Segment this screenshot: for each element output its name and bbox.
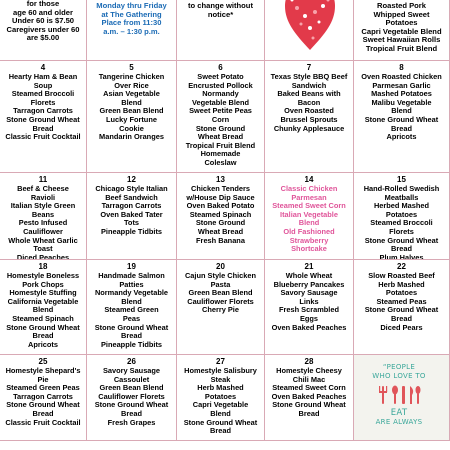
menu-item: Whole Wheat Garlic [8, 235, 78, 245]
menu-item: Bread [391, 244, 412, 254]
menu-day-cell-7 [265, 61, 354, 173]
quote-line: WHO LOVE TO [372, 372, 426, 380]
menu-item: Baked Beans with [277, 89, 341, 99]
menu-item: Blend [32, 305, 54, 315]
menu-item: Wheat Bread [197, 132, 244, 142]
menu-item: Normandy [202, 89, 239, 99]
menu-item: California Vegetable [7, 296, 79, 306]
menu-item: Stone Ground [195, 218, 246, 228]
menu-item: Bread [32, 408, 54, 418]
menu-item: Pesto Infused [18, 218, 68, 228]
menu-item: Vegetable Blend [191, 97, 250, 107]
menu-day-cell-19 [87, 260, 177, 355]
menu-item: Tropical Fruit Blend [365, 43, 438, 53]
menu-item: Florets [30, 97, 56, 107]
menu-item: Savory Sausage [102, 366, 161, 375]
menu-item: Steamed Spinach [12, 313, 74, 323]
day-number: 26 [127, 357, 136, 366]
menu-item: Over Rice [114, 80, 149, 90]
menu-item: Stone Ground Wheat [364, 114, 439, 124]
menu-item: Potatoes [385, 18, 418, 28]
menu-item: Blend [121, 296, 142, 306]
menu-item: Homemade [200, 149, 241, 159]
menu-item: Homestyle Cheesy [276, 366, 342, 375]
heart-icon [285, 0, 335, 50]
menu-item: Cherry Pie [202, 305, 239, 315]
menu-item: Stone Ground Wheat [364, 235, 439, 245]
menu-item: Classic Fruit Cocktail [5, 132, 81, 142]
pricing-line: Caregivers under 60 [6, 24, 80, 34]
menu-item: Meatballs [384, 192, 419, 202]
day-number: 6 [218, 63, 223, 72]
day-number: 25 [38, 357, 48, 366]
menu-item: Beef & Cheese [17, 184, 69, 193]
day-number: 21 [304, 262, 314, 271]
menu-item: Homestyle Stuffing [9, 288, 77, 298]
menu-item: Texas Style BBQ Beef [270, 72, 348, 81]
day-number: 28 [304, 357, 314, 366]
menu-item: Diced Peaches [16, 252, 70, 260]
menu-item: Steamed Spinach [189, 209, 252, 219]
menu-item: Tots [123, 218, 140, 228]
menu-item: Patties [119, 279, 144, 289]
notice-cell [177, 0, 265, 61]
menu-item: Pie [37, 374, 49, 384]
menu-item: Links [299, 296, 319, 306]
menu-item: Bacon [297, 97, 321, 107]
menu-item: Stone Ground Wheat [6, 114, 80, 124]
day-number: 13 [216, 175, 225, 184]
menu-day-cell-20 [177, 260, 265, 355]
menu-item: Chicago Style Italian [95, 184, 168, 193]
day-number: 8 [399, 63, 404, 72]
menu-item: Cajun Style Chicken [184, 271, 257, 280]
menu-item: Pasta [210, 279, 231, 289]
menu-item: Normandy Vegetable [94, 288, 169, 298]
menu-item: Stone Ground Wheat [183, 417, 258, 427]
menu-item: Bread [121, 331, 142, 341]
menu-item: Sweet Potato [197, 72, 244, 81]
quote-line: EAT [390, 408, 408, 418]
menu-item: Blend [210, 408, 231, 418]
menu-day-cell-27 [177, 355, 265, 441]
menu-day-cell-6 [177, 61, 265, 173]
menu-item: Fresh Grapes [107, 417, 156, 427]
menu-day-cell-22 [354, 260, 450, 355]
menu-item: Tarragon Carrots [101, 201, 162, 211]
menu-item: Sweet Hawaiian Rolls [362, 35, 441, 45]
menu-item: Parmesan [291, 192, 327, 202]
menu-item: Homestyle Boneless [6, 271, 80, 280]
menu-item: Stone Ground Wheat [6, 322, 80, 332]
menu-day-cell-26 [87, 355, 177, 441]
menu-item: Stone Ground [195, 123, 246, 133]
menu-item: Corn [211, 114, 230, 124]
menu-item: Beans [31, 209, 55, 219]
day-number: 11 [38, 175, 48, 184]
menu-item: Shortcake [291, 244, 327, 254]
menu-item: Apricots [386, 132, 417, 142]
menu-item: Steamed Green [104, 305, 159, 315]
menu-item: Steamed Sweet Corn [272, 383, 346, 393]
menu-item: Oven Roasted Chicken [361, 72, 442, 81]
pricing-line: Under 60 is $7.50 [11, 16, 75, 26]
day-number: 20 [216, 262, 225, 271]
menu-item: Green Bean Blend [99, 106, 164, 116]
quote-poster [354, 355, 450, 441]
menu-item: Apricots [28, 339, 58, 349]
menu-item: Classic Fruit Cocktail [5, 417, 81, 427]
menu-item: Oven Baked Potato [186, 201, 255, 211]
menu-item: Herb Mashed [197, 383, 244, 393]
menu-item: Cauliflower [23, 226, 63, 236]
menu-item: Slow Roasted Beef [368, 271, 435, 280]
menu-item: Blueberry Pancakes [273, 279, 345, 289]
day-number: 18 [38, 262, 48, 271]
day-number: 27 [216, 357, 225, 366]
menu-item: Pineapple Tidbits [100, 226, 163, 236]
menu-item: Stone Ground Wheat [364, 305, 439, 315]
menu-item: Florets [389, 226, 414, 236]
menu-item: Pineapple Tidbits [100, 339, 163, 349]
day-number: 14 [304, 175, 314, 184]
menu-item: Herbed Mashed [373, 201, 430, 211]
pricing-info-cell [0, 0, 87, 61]
menu-item: Homestyle Salisbury [184, 366, 257, 375]
menu-item: Tropical Fruit Blend [185, 140, 256, 150]
menu-item: Pork Chops [22, 279, 64, 289]
menu-item: Steamed Broccoli [11, 89, 75, 99]
menu-item: Herb Mashed [378, 279, 425, 289]
menu-item: Bread [32, 123, 54, 133]
menu-item: Lucky Fortune [106, 114, 157, 124]
menu-item: Chili Mac [292, 374, 326, 384]
quote-text [368, 363, 430, 427]
menu-item: Fresh Banana [196, 235, 245, 245]
menu-item: Tarragon Carrots [13, 106, 73, 116]
menu-item: Italian Vegetable [280, 209, 338, 219]
menu-day-cell-15 [354, 173, 450, 260]
menu-day-cell-8 [354, 61, 450, 173]
menu-item: Classic Chicken [280, 184, 338, 193]
menu-item: Peas [122, 313, 141, 323]
menu-item: Tarragon Carrots [13, 391, 73, 401]
menu-item: Soup [33, 80, 53, 90]
menu-item: Green Bean Blend [188, 288, 253, 298]
menu-item: Stone Ground Wheat [94, 322, 169, 332]
menu-day-cell-5 [87, 61, 177, 173]
menu-item: Blend [121, 97, 142, 107]
menu-item: Brussel Sprouts [280, 114, 338, 124]
menu-item: Cauliflower Florets [187, 296, 254, 306]
menu-item: Oven Baked Peaches [271, 391, 347, 401]
menu-item: Homestyle Shepard's [5, 366, 81, 375]
menu-item: Steak [210, 374, 231, 384]
menu-item: Savory Sausage [280, 288, 338, 298]
menu-item: Capri Vegetable [192, 400, 249, 410]
menu-item: Potatoes [204, 391, 237, 401]
menu-item: Potatoes [385, 288, 418, 298]
schedule-line: Monday thru Friday [96, 1, 167, 10]
menu-day-cell-18 [0, 260, 87, 355]
menu-item: Wheat Bread [197, 226, 244, 236]
menu-day-cell-14 [265, 173, 354, 260]
menu-item: Blend [391, 106, 412, 116]
menu-item: Bread [391, 123, 412, 133]
day-number: 22 [397, 262, 406, 271]
schedule-line: a.m. – 1:30 p.m. [103, 26, 160, 36]
notice-line: notice* [207, 9, 234, 19]
menu-item: Bread [298, 408, 320, 418]
menu-item: Oven Baked Tater [100, 209, 163, 219]
menu-day-cell-11 [0, 173, 87, 260]
menu-item: Cassoulet [113, 374, 150, 384]
menu-item: Italian Style Green [10, 201, 76, 211]
menu-item: Strawberry [289, 235, 329, 245]
day-number: 15 [397, 175, 406, 184]
menu-item: Blend [298, 218, 320, 228]
notice-line: to change without [188, 1, 253, 10]
menu-item: Whole Wheat [285, 271, 333, 280]
menu-item: Old Fashioned [283, 226, 335, 236]
menu-item: Potatoes [385, 209, 418, 219]
menu-item: Stone Ground Wheat [94, 400, 169, 410]
menu-day-cell-21 [265, 260, 354, 355]
menu-day-cell-12 [87, 173, 177, 260]
menu-item: Capri Vegetable Blend [361, 26, 442, 36]
menu-item: Plum Halves [379, 252, 424, 260]
menu-item: Hand-Rolled Swedish [363, 184, 440, 193]
menu-item: Encrusted Pollock [188, 80, 253, 90]
menu-item: Toast [33, 244, 53, 254]
menu-day-cell-28 [265, 355, 354, 441]
menu-item: w/House Dip Sauce [186, 192, 255, 202]
menu-day-cell-25 [0, 355, 87, 441]
menu-item: Handmade Salmon [98, 271, 165, 280]
day-number: 19 [127, 262, 136, 271]
menu-item: Bread [391, 313, 412, 323]
quote-line: “PEOPLE [382, 363, 416, 371]
menu-item: Green Bean Blend [99, 383, 164, 393]
menu-item: Fresh Scrambled [279, 305, 339, 315]
menu-item: Eggs [299, 313, 319, 323]
menu-item: Steamed Peas [376, 296, 427, 306]
menu-day-cell-13 [177, 173, 265, 260]
menu-item: Mashed Potatoes [371, 89, 432, 99]
pricing-line: age 60 and older [13, 7, 73, 17]
menu-item: Bread [121, 408, 142, 418]
pricing-line: are $5.00 [26, 33, 60, 43]
pricing-line: for those [26, 0, 60, 8]
day-number: 5 [129, 63, 134, 72]
day-number: 4 [40, 63, 46, 72]
menu-item: Asian Vegetable [103, 89, 160, 99]
menu-item: Coleslaw [204, 157, 237, 167]
menu-item: Steamed Green Peas [6, 383, 80, 393]
menu-item: Chicken Tenders [190, 184, 250, 193]
menu-day-cell-1 [354, 0, 450, 61]
menu-item: Oven Roasted [284, 106, 334, 116]
menu-item: Bread [32, 331, 54, 341]
menu-item: Bread [210, 426, 231, 436]
menu-item: Whipped Sweet [373, 9, 430, 19]
menu-item: Mandarin Oranges [99, 132, 164, 142]
menu-item: Tangerine Chicken [98, 72, 165, 81]
menu-item: Oven Baked Peaches [271, 322, 347, 332]
menu-item: Roasted Pork [377, 1, 426, 10]
utensils-icon [377, 384, 421, 406]
menu-item: Cookie [119, 123, 144, 133]
menu-item: Malibu Vegetable [371, 97, 432, 107]
menu-item: Diced Pears [380, 322, 423, 332]
schedule-line: Place from 11:30 [101, 18, 162, 28]
menu-item: Steamed Broccoli [370, 218, 433, 228]
day-number: 12 [127, 175, 136, 184]
menu-item: Parmesan Garlic [372, 80, 431, 90]
schedule-info-cell [87, 0, 177, 61]
day-number: 7 [306, 63, 312, 72]
menu-item: Hearty Ham & Bean [8, 72, 78, 81]
menu-item: Sweet Petite Peas [189, 106, 252, 116]
quote-line: ARE ALWAYS [375, 418, 423, 426]
menu-item: Cauliflower Florets [98, 391, 165, 401]
menu-item: Ravioli [30, 192, 56, 202]
menu-item: Chunky Applesauce [273, 123, 345, 133]
menu-item: Sandwich [291, 80, 327, 90]
heart-decoration-cell [265, 0, 354, 61]
menu-item: Stone Ground Wheat [6, 400, 80, 410]
schedule-line: at The Gathering [101, 9, 162, 19]
menu-item: Stone Ground Wheat [272, 400, 346, 410]
menu-day-cell-4 [0, 61, 87, 173]
menu-item: Steamed Sweet Corn [272, 201, 346, 211]
menu-item: Beef Sandwich [105, 192, 158, 202]
